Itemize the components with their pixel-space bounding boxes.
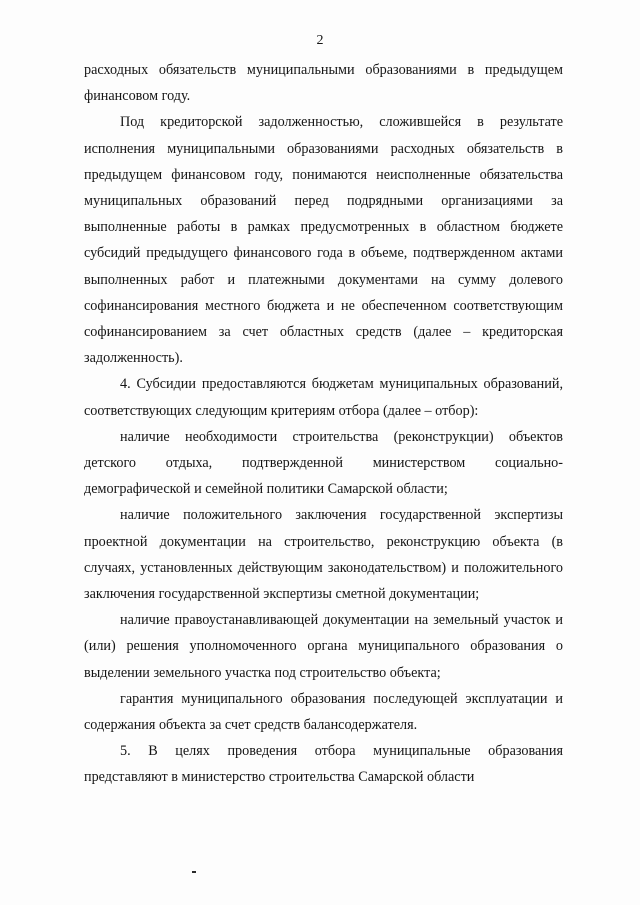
criterion-need-for-construction: наличие необходимости строительства (реконструкции) объектов детского отдыха, подтвержденной министерством социально-демографической и семейной политики Самарской области; [84, 428, 563, 498]
criterion-land-documentation: наличие правоустанавливающей документации на земельный участок и (или) решения уполномоченного органа муниципального образования о выделении земельного участка под строительство объекта; [84, 612, 563, 681]
paragraph-continuation: расходных обязательств муниципальными образованиями в предыдущем финансовом году. [84, 62, 563, 105]
page-number: 2 [316, 33, 324, 48]
scan-artifact-mark [192, 871, 196, 873]
paragraph-creditor-debt-definition: Под кредиторской задолженностью, сложившейся в результате исполнения муниципальными образованиями расходных обязательств в предыдущем финансовом году, понимаются неисполненные обязательства муниципальных образований перед подрядными организациями за выполненные работы в рамках предусмотренных в областном бюджете субсидий предыдущего финансового года в объеме, подтвержденном актами выполненных работ и платежными документами на сумму долевого софинансирования местного бюджета и не обеспеченном соответствующим софинансированием за счет областных средств (далее – кредиторская задолженность). [84, 114, 563, 367]
criterion-operation-guarantee: гарантия муниципального образования последующей эксплуатации и содержания объекта за счет средств балансодержателя. [84, 690, 563, 734]
paragraph-section-5-submission: 5. В целях проведения отбора муниципальные образования представляют в министерство строительства Самарской области [84, 743, 563, 786]
criterion-positive-expertise: наличие положительного заключения государственной экспертизы проектной документации на строительство, реконструкцию объекта (в случаях, установленных действующим законодательством) и положительного заключения государственной экспертизы сметной документации; [84, 507, 563, 603]
document-body [84, 57, 563, 791]
paragraph-section-4-criteria: 4. Субсидии предоставляются бюджетам муниципальных образований, соответствующих следующим критериям отбора (далее – отбор): [84, 376, 563, 419]
